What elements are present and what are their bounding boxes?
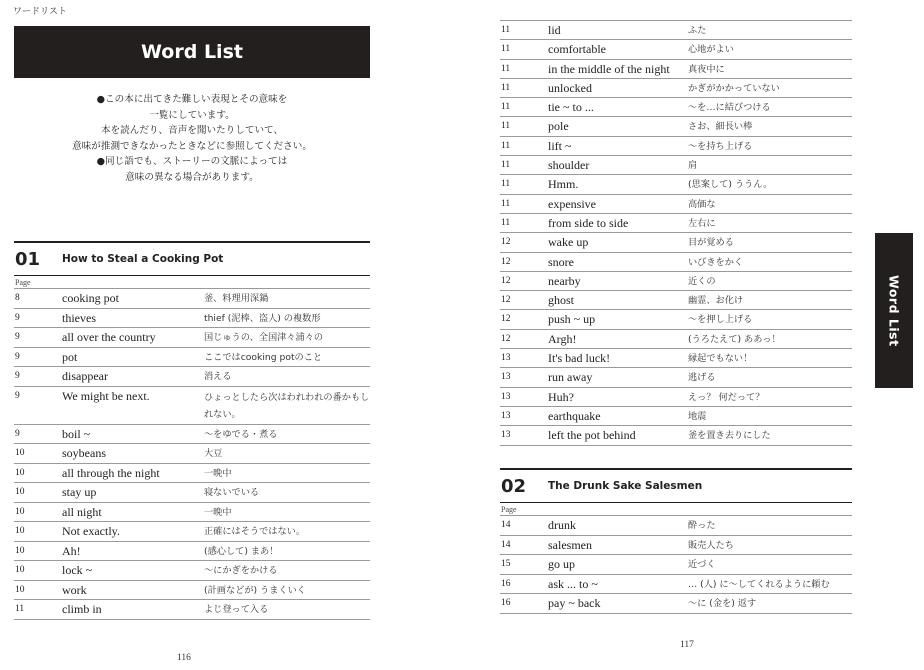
page-number-left: 116 bbox=[177, 653, 191, 663]
word-row bbox=[500, 349, 852, 368]
word-row bbox=[14, 542, 370, 562]
entry-japanese: ひょっとしたら次はわれわれの番かもしれない。 bbox=[204, 391, 370, 420]
entry-english: work bbox=[62, 582, 87, 597]
word-row bbox=[500, 79, 852, 98]
entry-english: Ah! bbox=[62, 543, 81, 558]
entry-english: tie ~ to ... bbox=[548, 100, 594, 115]
entry-page: 12 bbox=[501, 333, 511, 344]
running-head: ワードリスト bbox=[13, 7, 67, 17]
word-row bbox=[14, 503, 370, 523]
entry-english: drunk bbox=[548, 518, 576, 532]
entry-page: 9 bbox=[15, 332, 20, 342]
word-list-continued bbox=[500, 20, 852, 446]
entry-english: left the pot behind bbox=[548, 428, 636, 443]
word-row bbox=[500, 40, 852, 59]
entry-english: It's bad luck! bbox=[548, 351, 611, 366]
entry-japanese: えっ？ 何だって？ bbox=[688, 391, 765, 403]
word-row bbox=[500, 253, 852, 272]
entry-japanese: 〜を押し上げる bbox=[688, 314, 753, 326]
word-row bbox=[500, 60, 852, 79]
entry-japanese: 大豆 bbox=[204, 448, 223, 459]
word-row bbox=[500, 594, 852, 614]
entry-japanese: 寝ないでいる bbox=[204, 487, 260, 498]
entry-japanese: 〜を持ち上げる bbox=[688, 140, 753, 152]
entry-page: 10 bbox=[15, 487, 25, 497]
entry-english: in the middle of the night bbox=[548, 61, 670, 76]
entry-page: 13 bbox=[501, 391, 511, 402]
intro-line: 一覧にしています。 bbox=[149, 109, 235, 121]
entry-japanese: かぎがかかっていない bbox=[688, 82, 780, 94]
entry-page: 11 bbox=[501, 82, 511, 93]
entry-page: 16 bbox=[501, 598, 511, 608]
entry-page: 10 bbox=[15, 506, 25, 517]
section-header bbox=[500, 470, 852, 502]
entry-page: 11 bbox=[501, 63, 511, 74]
word-row bbox=[500, 575, 852, 595]
entry-english: push ~ up bbox=[548, 312, 596, 327]
entry-japanese: 縁起でもない！ bbox=[688, 353, 753, 365]
entry-english: pay ~ back bbox=[548, 596, 601, 610]
entry-english: lift ~ bbox=[548, 138, 572, 153]
entry-page: 11 bbox=[15, 604, 25, 614]
entry-english: disappear bbox=[62, 369, 108, 383]
entry-japanese: 〜をゆでる・煮る bbox=[204, 428, 278, 440]
entry-japanese: 消える bbox=[204, 371, 232, 382]
intro-line: 意味の異なる場合があります。 bbox=[125, 171, 259, 183]
entry-page: 14 bbox=[501, 539, 511, 550]
entry-english: Hmm. bbox=[548, 177, 579, 192]
entry-english: all night bbox=[62, 504, 102, 519]
section-title: How to Steal a Cooking Pot bbox=[62, 253, 224, 265]
word-row bbox=[500, 555, 852, 575]
entry-japanese: 真夜中に bbox=[688, 63, 725, 75]
entry-japanese: (感心して) まあ！ bbox=[204, 545, 279, 557]
entry-japanese: 酔った bbox=[688, 520, 716, 531]
section-01 bbox=[14, 241, 370, 620]
word-row bbox=[14, 561, 370, 581]
entry-japanese: 肩 bbox=[688, 160, 698, 172]
entry-page: 11 bbox=[501, 140, 511, 151]
entry-page: 10 bbox=[15, 526, 25, 536]
word-row bbox=[500, 407, 852, 426]
entry-page: 10 bbox=[15, 467, 25, 478]
word-row bbox=[500, 21, 852, 40]
entry-english: Not exactly. bbox=[62, 524, 120, 538]
entry-english: cooking pot bbox=[62, 291, 119, 305]
page-column-label: Page bbox=[500, 503, 852, 516]
entry-page: 15 bbox=[501, 559, 511, 569]
section-title: The Drunk Sake Salesmen bbox=[548, 480, 703, 492]
entry-english: ghost bbox=[548, 293, 575, 308]
word-row bbox=[14, 387, 370, 425]
entry-japanese: 〜に (金を) 返す bbox=[688, 598, 757, 609]
side-tab bbox=[875, 233, 913, 388]
entry-page: 12 bbox=[501, 256, 511, 267]
entry-english: Huh? bbox=[548, 389, 574, 404]
entry-english: comfortable bbox=[548, 42, 606, 57]
entry-page: 9 bbox=[15, 428, 20, 439]
intro-text bbox=[14, 92, 370, 185]
entry-english: snore bbox=[548, 254, 574, 269]
entry-japanese: (うろたえて) ああっ！ bbox=[688, 333, 781, 345]
word-row bbox=[14, 464, 370, 484]
word-row bbox=[14, 483, 370, 503]
entry-page: 11 bbox=[501, 217, 511, 228]
entry-page: 11 bbox=[501, 25, 511, 35]
entry-page: 12 bbox=[501, 314, 511, 325]
intro-line: 本を読んだり、音声を聞いたりしていて、 bbox=[100, 125, 284, 136]
section-number: 01 bbox=[15, 248, 41, 270]
entry-english: shoulder bbox=[548, 158, 590, 173]
entry-japanese: 釜、料理用深鍋 bbox=[204, 293, 269, 304]
entry-japanese: よじ登って入る bbox=[204, 604, 269, 615]
entry-japanese: thief (泥棒、盗人) の複数形 bbox=[204, 312, 321, 324]
word-row bbox=[500, 516, 852, 536]
word-row bbox=[500, 98, 852, 117]
entry-page: 10 bbox=[15, 565, 25, 575]
entry-japanese: 心地がよい bbox=[688, 44, 734, 56]
entry-japanese: 幽霊、お化け bbox=[688, 295, 744, 307]
entry-english: go up bbox=[548, 557, 575, 571]
word-row bbox=[500, 117, 852, 136]
entry-japanese: 一晩中 bbox=[204, 467, 232, 479]
word-row bbox=[500, 137, 852, 156]
page-title: Word List bbox=[141, 41, 243, 63]
entry-japanese: 近くの bbox=[688, 275, 716, 287]
word-row bbox=[14, 425, 370, 445]
entry-english: unlocked bbox=[548, 80, 592, 95]
entry-page: 10 bbox=[15, 448, 25, 458]
entry-english: salesmen bbox=[548, 537, 592, 552]
entry-page: 11 bbox=[501, 160, 511, 171]
entry-japanese: 釜を置き去りにした bbox=[688, 430, 771, 442]
entry-page: 11 bbox=[501, 44, 511, 55]
word-row bbox=[500, 368, 852, 387]
entry-english: all over the country bbox=[62, 330, 156, 344]
section-header bbox=[14, 243, 370, 275]
entry-english: stay up bbox=[62, 485, 97, 499]
entry-english: run away bbox=[548, 370, 593, 385]
word-row bbox=[500, 536, 852, 556]
entry-page: 13 bbox=[501, 372, 511, 383]
entry-english: boil ~ bbox=[62, 426, 91, 441]
entry-japanese: 目が覚める bbox=[688, 237, 734, 249]
entry-page: 9 bbox=[15, 371, 20, 381]
word-row bbox=[500, 195, 852, 214]
intro-line: ●同じ語でも、ストーリーの文脈によっては bbox=[96, 156, 288, 167]
word-row bbox=[14, 289, 370, 309]
side-tab-label: Word List bbox=[886, 274, 902, 347]
entry-page: 9 bbox=[15, 390, 20, 401]
word-row bbox=[14, 581, 370, 601]
entry-page: 11 bbox=[501, 179, 511, 190]
entry-english: ask ... to ~ bbox=[548, 576, 598, 591]
entry-page: 12 bbox=[501, 275, 511, 286]
entry-page: 8 bbox=[15, 293, 20, 303]
entry-japanese: 国じゅうの、全国津々浦々の bbox=[204, 332, 324, 343]
entry-page: 12 bbox=[501, 295, 511, 306]
entry-japanese: 正確にはそうではない。 bbox=[204, 526, 306, 537]
word-row bbox=[14, 309, 370, 329]
word-row bbox=[500, 272, 852, 291]
word-row bbox=[500, 214, 852, 233]
word-row bbox=[500, 388, 852, 407]
entry-english: expensive bbox=[548, 196, 596, 211]
entry-page: 14 bbox=[501, 520, 511, 530]
entry-page: 11 bbox=[501, 198, 511, 209]
word-row bbox=[500, 291, 852, 310]
entry-page: 13 bbox=[501, 430, 511, 441]
word-row bbox=[14, 600, 370, 620]
title-banner bbox=[14, 26, 370, 78]
entry-page: 9 bbox=[15, 351, 20, 362]
entry-japanese: 販売人たち bbox=[688, 539, 734, 551]
entry-japanese: 近づく bbox=[688, 559, 716, 570]
word-row bbox=[500, 426, 852, 445]
entry-page: 13 bbox=[501, 353, 511, 364]
intro-line: 意味が推測できなかったときなどに参照してください。 bbox=[72, 140, 312, 152]
entry-japanese: さお、細長い棒 bbox=[688, 121, 753, 133]
entry-page: 10 bbox=[15, 584, 25, 595]
page-number-right: 117 bbox=[680, 640, 694, 650]
word-row bbox=[500, 310, 852, 329]
entry-japanese: 左右に bbox=[688, 217, 716, 229]
entry-japanese: 〜にかぎをかける bbox=[204, 565, 278, 576]
entry-page: 13 bbox=[501, 410, 511, 421]
entry-english: earthquake bbox=[548, 408, 601, 423]
entry-english: from side to side bbox=[548, 215, 629, 230]
word-row bbox=[500, 233, 852, 252]
entry-english: pot bbox=[62, 349, 78, 364]
entry-japanese: 一晩中 bbox=[204, 506, 232, 518]
word-row bbox=[14, 444, 370, 464]
entry-english: nearby bbox=[548, 273, 581, 288]
entry-english: We might be next. bbox=[62, 388, 150, 403]
word-row bbox=[14, 328, 370, 348]
word-row bbox=[14, 348, 370, 368]
entry-page: 9 bbox=[15, 312, 20, 323]
entry-japanese: 地震 bbox=[688, 410, 707, 422]
word-row bbox=[14, 522, 370, 542]
word-row bbox=[500, 175, 852, 194]
entry-japanese: ここではcooking potのこと bbox=[204, 351, 323, 363]
entry-english: thieves bbox=[62, 310, 96, 325]
entry-english: soybeans bbox=[62, 446, 106, 460]
entry-japanese: (計画などが) うまくいく bbox=[204, 584, 306, 596]
entry-page: 11 bbox=[501, 102, 511, 113]
entry-english: climb in bbox=[62, 602, 102, 616]
word-row bbox=[500, 156, 852, 175]
section-number: 02 bbox=[501, 475, 527, 497]
entry-english: all through the night bbox=[62, 465, 160, 480]
entry-page: 10 bbox=[15, 545, 25, 556]
entry-page: 11 bbox=[501, 121, 511, 132]
entry-english: pole bbox=[548, 119, 569, 134]
entry-english: Argh! bbox=[548, 331, 577, 346]
page-column-label: Page bbox=[14, 276, 370, 289]
entry-page: 16 bbox=[501, 578, 511, 589]
entry-page: 12 bbox=[501, 237, 511, 248]
section-02 bbox=[500, 468, 852, 614]
word-row bbox=[500, 330, 852, 349]
entry-english: lock ~ bbox=[62, 563, 93, 577]
entry-japanese: 高価な bbox=[688, 198, 716, 210]
entry-english: lid bbox=[548, 23, 561, 37]
entry-japanese: … (人) に〜してくれるように頼む bbox=[688, 578, 830, 590]
entry-japanese: 〜を…に結びつける bbox=[688, 102, 771, 114]
entry-japanese: ふた bbox=[688, 25, 707, 36]
word-row bbox=[14, 367, 370, 387]
entry-japanese: (思案して) ううん。 bbox=[688, 179, 773, 191]
entry-english: wake up bbox=[548, 235, 589, 250]
entry-japanese: 逃げる bbox=[688, 372, 716, 384]
intro-line: ●この本に出てきた難しい表現とその意味を bbox=[96, 94, 288, 105]
entry-japanese: いびきをかく bbox=[688, 256, 744, 268]
